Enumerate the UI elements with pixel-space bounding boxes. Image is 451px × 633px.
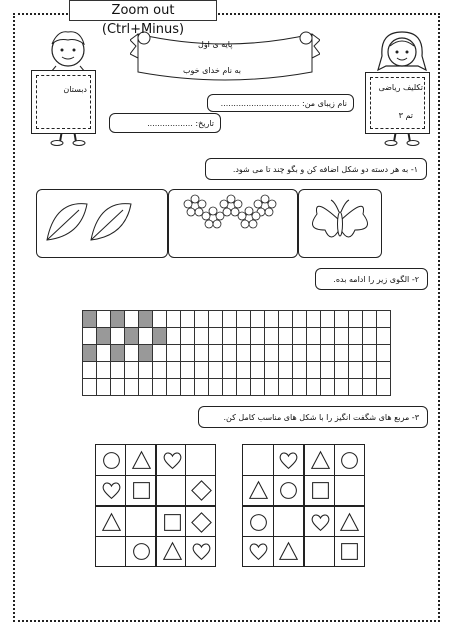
pattern-cell: [222, 327, 237, 345]
pattern-cell: [306, 344, 321, 362]
circle-icon: [278, 480, 299, 501]
pattern-cell: [236, 378, 251, 396]
pattern-cell: [292, 378, 307, 396]
pattern-cell: [250, 361, 265, 379]
pattern-cell: [82, 378, 97, 396]
sudoku-cell: [95, 444, 126, 476]
pattern-cell: [124, 327, 139, 345]
question-1: ۱- به هر دسته دو شکل اضافه کن و بگو چند تا می شود.: [205, 158, 427, 180]
diamond-icon: [191, 480, 212, 501]
pattern-cell: [208, 361, 223, 379]
pattern-cell: [264, 310, 279, 328]
leaves-box: [36, 189, 168, 258]
pattern-cell: [208, 378, 223, 396]
pattern-cell: [250, 344, 265, 362]
question-2: ۲- الگوی زیر را ادامه بده.: [315, 268, 428, 290]
square-icon: [310, 480, 331, 501]
sudoku-cell: [273, 444, 305, 476]
pattern-cell: [362, 361, 377, 379]
sudoku-cell: [125, 505, 156, 537]
sudoku-grid-right: [242, 444, 364, 566]
pattern-cell: [264, 344, 279, 362]
pattern-cell: [320, 327, 335, 345]
pattern-cell: [180, 378, 195, 396]
pattern-cell: [292, 361, 307, 379]
pattern-cell: [208, 344, 223, 362]
theme-label: تم ۳: [398, 111, 413, 120]
pattern-cell: [278, 361, 293, 379]
sudoku-cell: [303, 475, 335, 507]
heart-icon: [162, 450, 183, 471]
pattern-cell: [236, 344, 251, 362]
bismillah-label: به نام خدای خوب: [183, 66, 241, 75]
pattern-cell: [334, 310, 349, 328]
triangle-icon: [162, 541, 183, 562]
grade-label: پایه ی اول: [198, 40, 233, 49]
pattern-cell: [278, 310, 293, 328]
pattern-cell: [348, 310, 363, 328]
pattern-cell: [138, 327, 153, 345]
heart-icon: [101, 480, 122, 501]
pattern-cell: [376, 378, 391, 396]
pattern-cell: [334, 361, 349, 379]
pattern-cell: [166, 327, 181, 345]
pattern-cell: [166, 310, 181, 328]
square-icon: [131, 480, 152, 501]
butterfly-box: [298, 189, 382, 258]
pattern-cell: [236, 310, 251, 328]
pattern-cell: [334, 344, 349, 362]
sudoku-cell: [303, 536, 335, 568]
sudoku-cell: [334, 505, 366, 537]
pattern-cell: [362, 310, 377, 328]
triangle-icon: [278, 541, 299, 562]
pattern-cell: [96, 378, 111, 396]
school-label: دبستان: [63, 85, 87, 94]
leaf-icon: [47, 204, 87, 240]
pattern-cell: [194, 378, 209, 396]
pattern-cell: [110, 344, 125, 362]
circle-icon: [248, 512, 269, 533]
pattern-cell: [376, 310, 391, 328]
circle-icon: [131, 541, 152, 562]
pattern-cell: [292, 344, 307, 362]
pattern-cell: [292, 327, 307, 345]
sudoku-cell: [242, 505, 274, 537]
pattern-cell: [306, 361, 321, 379]
sudoku-grid-left: [95, 444, 215, 566]
pattern-cell: [264, 327, 279, 345]
pattern-cell: [180, 327, 195, 345]
pattern-cell: [376, 344, 391, 362]
leaf-icon: [91, 204, 131, 240]
sudoku-cell: [155, 475, 186, 507]
pattern-cell: [166, 378, 181, 396]
pattern-cell: [82, 310, 97, 328]
pattern-cell: [138, 310, 153, 328]
heart-icon: [248, 541, 269, 562]
pattern-cell: [110, 310, 125, 328]
sudoku-cell: [155, 444, 186, 476]
pattern-cell: [194, 361, 209, 379]
sudoku-cell: [303, 505, 335, 537]
pattern-cell: [110, 327, 125, 345]
diamond-icon: [191, 512, 212, 533]
pattern-cell: [250, 378, 265, 396]
pattern-cell: [124, 361, 139, 379]
sudoku-cell: [185, 505, 216, 537]
pattern-cell: [250, 310, 265, 328]
sudoku-cell: [125, 475, 156, 507]
pattern-cell: [96, 327, 111, 345]
pattern-cell: [96, 361, 111, 379]
sudoku-cell: [185, 475, 216, 507]
heart-icon: [278, 450, 299, 471]
zoom-tooltip: Zoom out (Ctrl+Minus): [69, 0, 217, 21]
pattern-cell: [376, 327, 391, 345]
pattern-cell: [250, 327, 265, 345]
pattern-cell: [278, 344, 293, 362]
pattern-cell: [334, 378, 349, 396]
sudoku-cell: [95, 505, 126, 537]
sudoku-cell: [273, 536, 305, 568]
pattern-cell: [138, 378, 153, 396]
pattern-cell: [306, 310, 321, 328]
sudoku-cell: [303, 444, 335, 476]
sudoku-cell: [334, 536, 366, 568]
pattern-cell: [166, 361, 181, 379]
pattern-cell: [152, 327, 167, 345]
pattern-cell: [292, 310, 307, 328]
pattern-cell: [236, 327, 251, 345]
triangle-icon: [131, 450, 152, 471]
pattern-cell: [320, 310, 335, 328]
sudoku-cell: [95, 536, 126, 568]
square-icon: [339, 541, 360, 562]
pattern-cell: [138, 361, 153, 379]
pattern-cell: [306, 327, 321, 345]
sudoku-cell: [273, 505, 305, 537]
butterfly-icon: [299, 190, 381, 257]
flower-icon: [220, 195, 242, 216]
pattern-cell: [124, 310, 139, 328]
pattern-cell: [82, 361, 97, 379]
pattern-cell: [208, 310, 223, 328]
pattern-cell: [166, 344, 181, 362]
circle-icon: [339, 450, 360, 471]
pattern-cell: [96, 310, 111, 328]
flowers-box: [168, 189, 298, 258]
pattern-cell: [110, 361, 125, 379]
sudoku-cell: [155, 536, 186, 568]
pattern-cell: [82, 327, 97, 345]
pattern-cell: [348, 361, 363, 379]
school-card: [31, 70, 96, 134]
pattern-cell: [222, 378, 237, 396]
square-icon: [162, 512, 183, 533]
question-3: ۳- مربع های شگفت انگیز را با شکل های مناسب کامل کن.: [198, 406, 428, 428]
pattern-cell: [222, 310, 237, 328]
sudoku-cell: [242, 444, 274, 476]
sudoku-cell: [125, 536, 156, 568]
pattern-cell: [362, 344, 377, 362]
pattern-cell: [362, 378, 377, 396]
pattern-cell: [194, 310, 209, 328]
pattern-cell: [208, 327, 223, 345]
sudoku-cell: [155, 505, 186, 537]
heart-icon: [191, 541, 212, 562]
sudoku-cell: [95, 475, 126, 507]
assignment-card: [365, 72, 430, 134]
pattern-cell: [236, 361, 251, 379]
pattern-cell: [180, 361, 195, 379]
pattern-cell: [152, 361, 167, 379]
pattern-cell: [138, 344, 153, 362]
sudoku-cell: [185, 536, 216, 568]
pattern-cell: [320, 344, 335, 362]
sudoku-cell: [185, 444, 216, 476]
pattern-cell: [110, 378, 125, 396]
triangle-icon: [339, 512, 360, 533]
flower-icon: [202, 207, 224, 228]
sudoku-cell: [334, 444, 366, 476]
triangle-icon: [101, 512, 122, 533]
flower-icon: [238, 207, 260, 228]
pattern-cell: [264, 378, 279, 396]
pattern-cell: [180, 310, 195, 328]
pattern-cell: [278, 378, 293, 396]
pattern-cell: [82, 344, 97, 362]
pattern-cell: [348, 378, 363, 396]
pattern-cell: [362, 327, 377, 345]
pattern-cell: [278, 327, 293, 345]
sudoku-cell: [242, 475, 274, 507]
pattern-cell: [320, 378, 335, 396]
pattern-grid: [82, 310, 388, 394]
pattern-cell: [124, 344, 139, 362]
pattern-cell: [264, 361, 279, 379]
pattern-cell: [320, 361, 335, 379]
heart-icon: [310, 512, 331, 533]
flower-icon: [184, 195, 206, 216]
date-field: تاریخ: ..................: [109, 113, 221, 133]
pattern-cell: [152, 378, 167, 396]
sudoku-cell: [273, 475, 305, 507]
pattern-cell: [334, 327, 349, 345]
pattern-cell: [194, 327, 209, 345]
sudoku-cell: [334, 475, 366, 507]
triangle-icon: [248, 480, 269, 501]
pattern-cell: [222, 344, 237, 362]
pattern-cell: [194, 344, 209, 362]
pattern-cell: [96, 344, 111, 362]
pattern-cell: [348, 327, 363, 345]
pattern-cell: [376, 361, 391, 379]
pattern-cell: [348, 344, 363, 362]
pattern-cell: [152, 310, 167, 328]
pattern-cell: [306, 378, 321, 396]
sudoku-cell: [125, 444, 156, 476]
sudoku-cell: [242, 536, 274, 568]
triangle-icon: [310, 450, 331, 471]
pattern-cell: [180, 344, 195, 362]
name-field: نام زیبای من: ...............................: [207, 94, 354, 112]
pattern-cell: [124, 378, 139, 396]
assignment-title: تکلیف ریاضی: [378, 83, 423, 92]
pattern-cell: [152, 344, 167, 362]
pattern-cell: [222, 361, 237, 379]
circle-icon: [101, 450, 122, 471]
